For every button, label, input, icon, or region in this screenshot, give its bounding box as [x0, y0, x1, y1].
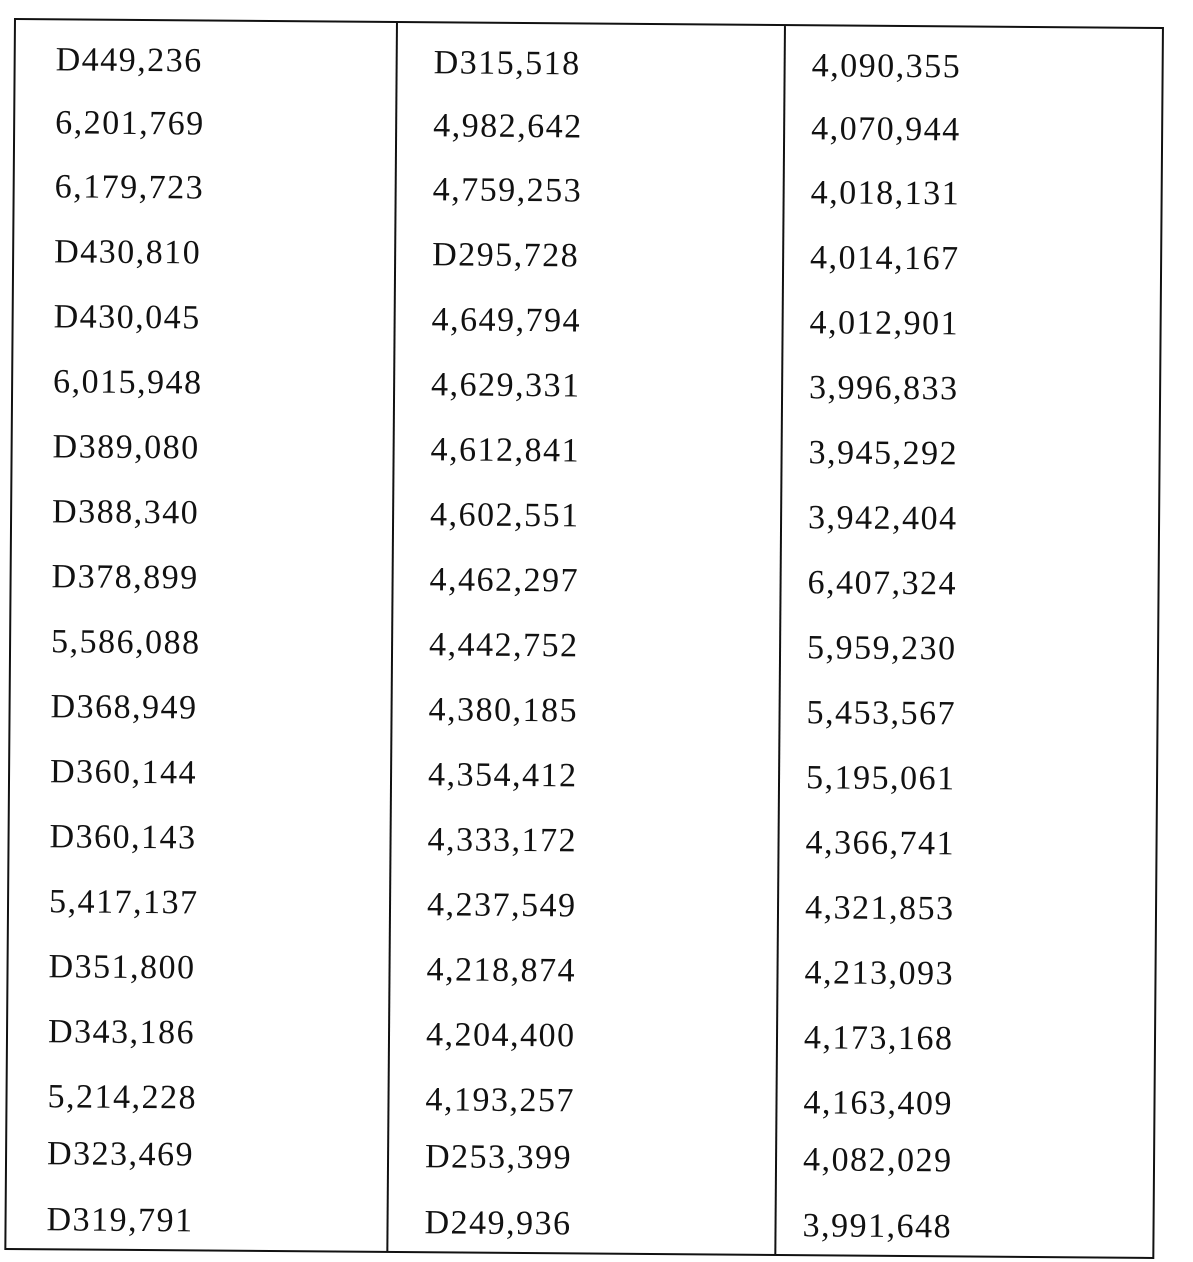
table-cell: 4,237,549: [391, 885, 577, 926]
table-cell: 4,759,253: [397, 170, 583, 211]
table-cell: 4,018,131: [784, 173, 960, 214]
table-cell: 4,218,874: [390, 950, 576, 991]
table-cell: 4,602,551: [394, 495, 580, 536]
table-cell: 4,649,794: [395, 300, 581, 341]
table-cell: 4,213,093: [778, 953, 954, 994]
table-cell: 3,991,648: [776, 1206, 952, 1247]
table-cell: 3,996,833: [783, 368, 959, 409]
table-cell: 4,366,741: [779, 823, 955, 864]
table-cell: D388,340: [12, 492, 199, 533]
table-cell: 4,204,400: [390, 1015, 576, 1056]
table-cell: D319,791: [6, 1200, 193, 1241]
table-column-2: [388, 23, 786, 1254]
table-cell: 6,179,723: [15, 167, 205, 208]
table-column-3: [776, 26, 1162, 1257]
table-cell: 5,195,061: [780, 758, 956, 799]
table-cell: D449,236: [16, 40, 203, 81]
table-cell: 6,015,948: [13, 362, 203, 403]
table-cell: D360,143: [9, 817, 196, 858]
table-cell: 4,321,853: [779, 888, 955, 929]
table-cell: D343,186: [8, 1012, 195, 1053]
table-cell: D249,936: [388, 1203, 571, 1244]
table-cell: 3,945,292: [782, 433, 958, 474]
table-cell: 6,407,324: [781, 563, 957, 604]
table-cell: 4,333,172: [391, 820, 577, 861]
table-cell: 3,942,404: [782, 498, 958, 539]
table-cell: 4,090,355: [785, 46, 961, 87]
table-cell: 5,959,230: [781, 628, 957, 669]
table-cell: 4,629,331: [395, 365, 581, 406]
table-cell: D253,399: [389, 1137, 572, 1178]
table-cell: D315,518: [398, 43, 581, 84]
table-cell: 4,014,167: [784, 238, 960, 279]
table-cell: 4,082,029: [777, 1140, 953, 1181]
table-cell: D368,949: [10, 687, 197, 728]
table-column-1: [6, 20, 398, 1251]
table-cell: 4,462,297: [393, 560, 579, 601]
table-cell: 4,612,841: [394, 430, 580, 471]
table-cell: D360,144: [10, 752, 197, 793]
table-cell: 4,354,412: [392, 755, 578, 796]
table-cell: 4,193,257: [389, 1080, 575, 1121]
table-cell: 4,380,185: [392, 690, 578, 731]
table-cell: 4,163,409: [777, 1083, 953, 1124]
table-cell: D323,469: [7, 1134, 194, 1175]
table-cell: D295,728: [396, 235, 579, 276]
table-cell: 5,586,088: [11, 622, 201, 663]
table-cell: 4,173,168: [778, 1018, 954, 1059]
table-cell: 5,453,567: [780, 693, 956, 734]
table-cell: 4,012,901: [783, 303, 959, 344]
table-cell: 4,982,642: [397, 106, 583, 147]
table-cell: D430,810: [14, 232, 201, 273]
table-cell: 4,442,752: [393, 625, 579, 666]
table-cell: 5,417,137: [9, 882, 199, 923]
table-cell: D389,080: [12, 427, 199, 468]
patent-number-table: [4, 18, 1164, 1259]
table-cell: 4,070,944: [785, 109, 961, 150]
table-cell: 5,214,228: [7, 1077, 197, 1118]
table-cell: D351,800: [8, 947, 195, 988]
table-cell: D378,899: [11, 557, 198, 598]
table-cell: 6,201,769: [15, 103, 205, 144]
table-cell: D430,045: [13, 297, 200, 338]
